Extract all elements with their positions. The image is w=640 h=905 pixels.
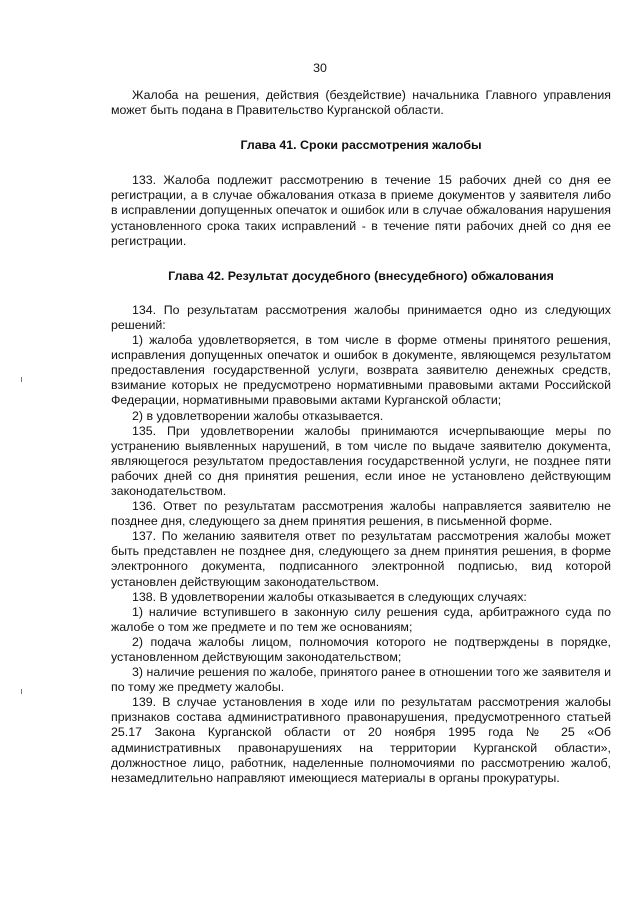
paragraph-138-item-3: 3) наличие решения по жалобе, принятого ранее в отношении того же заявителя и по тому же предмету жалобы. bbox=[111, 665, 611, 695]
document-body bbox=[111, 88, 611, 786]
paragraph-139: 139. В случае установления в ходе или по результатам рассмотрения жалобы признаков состава административного правонарушения, предусмотренного статьей 25.17 Закона Курганской области от 20 ноября 1995 года № 25 «Об административных правонарушениях на территории Курганской области», должностное лицо, работник, наделенные полномочиями по рассмотрению жалоб, незамедлительно направляют имеющиеся материалы в органы прокуратуры. bbox=[111, 695, 611, 785]
page-number: 30 bbox=[313, 61, 327, 75]
paragraph-intro: Жалоба на решения, действия (бездействие) начальника Главного управления может быть подана в Правительство Курганской области. bbox=[111, 88, 611, 118]
paragraph-134: 134. По результатам рассмотрения жалобы принимается одно из следующих решений: bbox=[111, 302, 611, 332]
chapter-41-title: Глава 41. Сроки рассмотрения жалобы bbox=[240, 138, 482, 153]
paragraph-135: 135. При удовлетворении жалобы принимаются исчерпывающие меры по устранению выявленных нарушений, в том числе по выдаче заявителю документа, являющегося результатом предоставления государственной услуги, не позднее пяти рабочих дней со дня принятия решения, если иное не установлено действующим законодательством. bbox=[111, 423, 611, 498]
paragraph-138: 138. В удовлетворении жалобы отказывается в следующих случаях: bbox=[132, 589, 527, 604]
paragraph-134-item-1: 1) жалоба удовлетворяется, в том числе в форме отмены принятого решения, исправления допущенных опечаток и ошибок в документе, являющемся результатом предоставления государственной услуги, возврата заявителю денежных средств, взимание которых не предусмотрено нормативными правовыми актами Российской Федерации, нормативными правовыми актами Курганской области; bbox=[111, 333, 611, 408]
chapter-42-title: Глава 42. Результат досудебного (внесудебного) обжалования bbox=[168, 268, 554, 283]
paragraph-133: 133. Жалоба подлежит рассмотрению в течение 15 рабочих дней со дня ее регистрации, а в случае обжалования отказа в приеме документов у заявителя либо в исправлении допущенных опечаток и ошибок или в случае обжалования нарушения установленного срока таких исправлений - в течение пяти рабочих дней со дня ее регистрации. bbox=[111, 173, 611, 248]
paragraph-134-item-2: 2) в удовлетворении жалобы отказывается. bbox=[132, 408, 384, 423]
paragraph-136: 136. Ответ по результатам рассмотрения жалобы направляется заявителю не позднее дня, следующего за днем принятия решения, в письменной форме. bbox=[111, 499, 611, 529]
paragraph-138-item-2: 2) подача жалобы лицом, полномочия которого не подтверждены в порядке, установленном действующим законодательством; bbox=[111, 634, 611, 664]
scan-mark bbox=[21, 377, 22, 382]
paragraph-137: 137. По желанию заявителя ответ по результатам рассмотрения жалобы может быть представлен не позднее дня, следующего за днем принятия решения, в форме электронного документа, подписанного электронной подписью, вид которой установлен действующим законодательством. bbox=[111, 529, 611, 589]
paragraph-138-item-1: 1) наличие вступившего в законную силу решения суда, арбитражного суда по жалобе о том же предмете и по тем же основаниям; bbox=[111, 604, 611, 634]
scan-mark bbox=[21, 689, 22, 694]
